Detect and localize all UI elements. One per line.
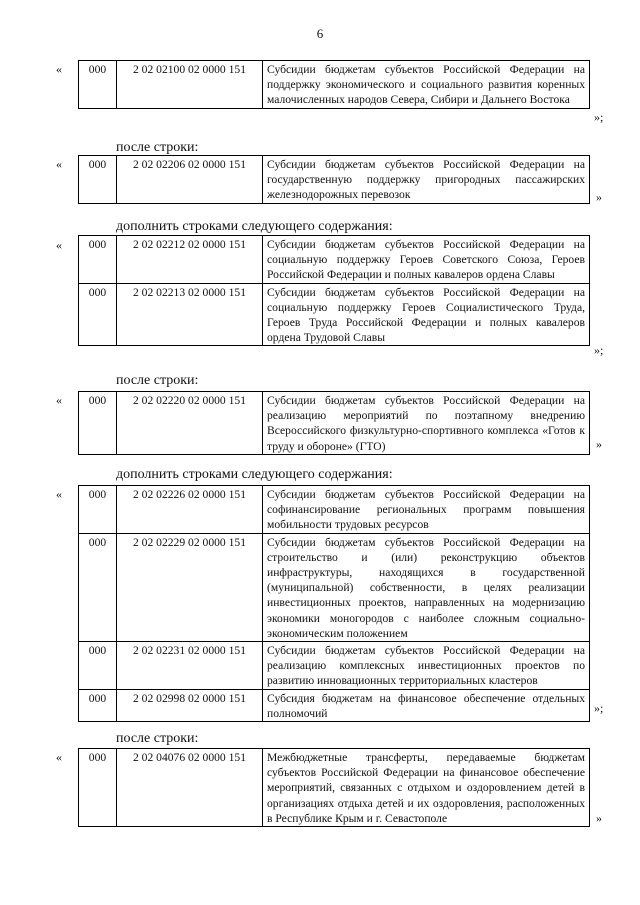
kbk-cell: 2 02 02206 02 0000 151	[117, 156, 263, 204]
kbk-cell: 2 02 02229 02 0000 151	[117, 533, 263, 641]
quote-close: »;	[594, 701, 604, 715]
code-cell: 000	[79, 61, 117, 109]
kbk-cell: 2 02 02226 02 0000 151	[117, 486, 263, 534]
quote-close: »	[596, 811, 602, 825]
code-cell: 000	[79, 486, 117, 534]
table-row	[79, 533, 590, 641]
code-cell: 000	[79, 392, 117, 455]
code-cell: 000	[79, 689, 117, 721]
code-cell: 000	[79, 642, 117, 690]
kbk-cell: 2 02 02213 02 0000 151	[117, 283, 263, 346]
description-cell: Субсидия бюджетам на финансовое обеспечение отдельных полномочий	[263, 689, 590, 721]
section-heading: после строки:	[116, 140, 199, 155]
quote-close: »	[596, 437, 602, 451]
quote-open: «	[56, 750, 62, 764]
quote-open: «	[56, 62, 62, 76]
page-number: 6	[316, 26, 324, 41]
table-row	[79, 392, 590, 455]
table-row	[79, 689, 590, 721]
kbk-cell: 2 02 02220 02 0000 151	[117, 392, 263, 455]
kbk-cell: 2 02 02998 02 0000 151	[117, 689, 263, 721]
description-cell: Субсидии бюджетам субъектов Российской Федерации на реализацию комплексных инвестиционных проектов по развитию инновационных территориальных кластеров	[263, 642, 590, 690]
table-row	[79, 61, 590, 109]
section-heading: дополнить строками следующего содержания:	[116, 219, 393, 234]
budget-table	[78, 60, 590, 109]
code-cell: 000	[79, 749, 117, 827]
section-heading: после строки:	[116, 373, 199, 388]
description-cell: Субсидии бюджетам субъектов Российской Федерации на строительство и (или) реконструкцию объектов инфраструктуры, находящихся в государственной (муниципальной) собственности, в целях реализации инвестиционных проектов, направленных на модернизацию экономики моногородов с наиболее сложным социально-экономическим положением	[263, 533, 590, 641]
section-heading: дополнить строками следующего содержания:	[116, 467, 393, 482]
quote-close: »;	[594, 110, 604, 124]
description-cell: Субсидии бюджетам субъектов Российской Федерации на поддержку экономического и социального развития коренных малочисленных народов Севера, Сибири и Дальнего Востока	[263, 61, 590, 109]
quote-open: «	[56, 157, 62, 171]
table-row	[79, 236, 590, 284]
budget-table	[78, 235, 590, 346]
quote-open: «	[56, 487, 62, 501]
quote-open: «	[56, 393, 62, 407]
table-row	[79, 156, 590, 204]
kbk-cell: 2 02 02231 02 0000 151	[117, 642, 263, 690]
description-cell: Субсидии бюджетам субъектов Российской Федерации на социальную поддержку Героев Советского Союза, Героев Российской Федерации и полных кавалеров ордена Славы	[263, 236, 590, 284]
budget-table	[78, 155, 590, 204]
description-cell: Субсидии бюджетам субъектов Российской Федерации на софинансирование региональных программ повышения мобильности трудовых ресурсов	[263, 486, 590, 534]
budget-table	[78, 485, 590, 722]
description-cell: Субсидии бюджетам субъектов Российской Федерации на социальную поддержку Героев Социалистического Труда, Героев Труда Российской Федерации и полных кавалеров ордена Трудовой Славы	[263, 283, 590, 346]
kbk-cell: 2 02 02100 02 0000 151	[117, 61, 263, 109]
code-cell: 000	[79, 283, 117, 346]
code-cell: 000	[79, 236, 117, 284]
code-cell: 000	[79, 533, 117, 641]
budget-table	[78, 748, 590, 827]
kbk-cell: 2 02 04076 02 0000 151	[117, 749, 263, 827]
description-cell: Субсидии бюджетам субъектов Российской Федерации на реализацию мероприятий по поэтапному внедрению Всероссийского физкультурно-спортивного комплекса «Готов к труду и обороне» (ГТО)	[263, 392, 590, 455]
description-cell: Межбюджетные трансферты, передаваемые бюджетам субъектов Российской Федерации на финансовое обеспечение мероприятий, связанных с отдыхом и оздоровлением детей в организациях отдыха детей и их оздоровления, расположенных в Республике Крым и г. Севастополе	[263, 749, 590, 827]
budget-table	[78, 391, 590, 455]
quote-close: »;	[594, 343, 604, 357]
kbk-cell: 2 02 02212 02 0000 151	[117, 236, 263, 284]
table-row	[79, 486, 590, 534]
table-row	[79, 283, 590, 346]
table-row	[79, 642, 590, 690]
table-row	[79, 749, 590, 827]
description-cell: Субсидии бюджетам субъектов Российской Федерации на государственную поддержку пригородных пассажирских железнодорожных перевозок	[263, 156, 590, 204]
quote-close: »	[596, 190, 602, 204]
code-cell: 000	[79, 156, 117, 204]
quote-open: «	[56, 238, 62, 252]
section-heading: после строки:	[116, 731, 199, 746]
